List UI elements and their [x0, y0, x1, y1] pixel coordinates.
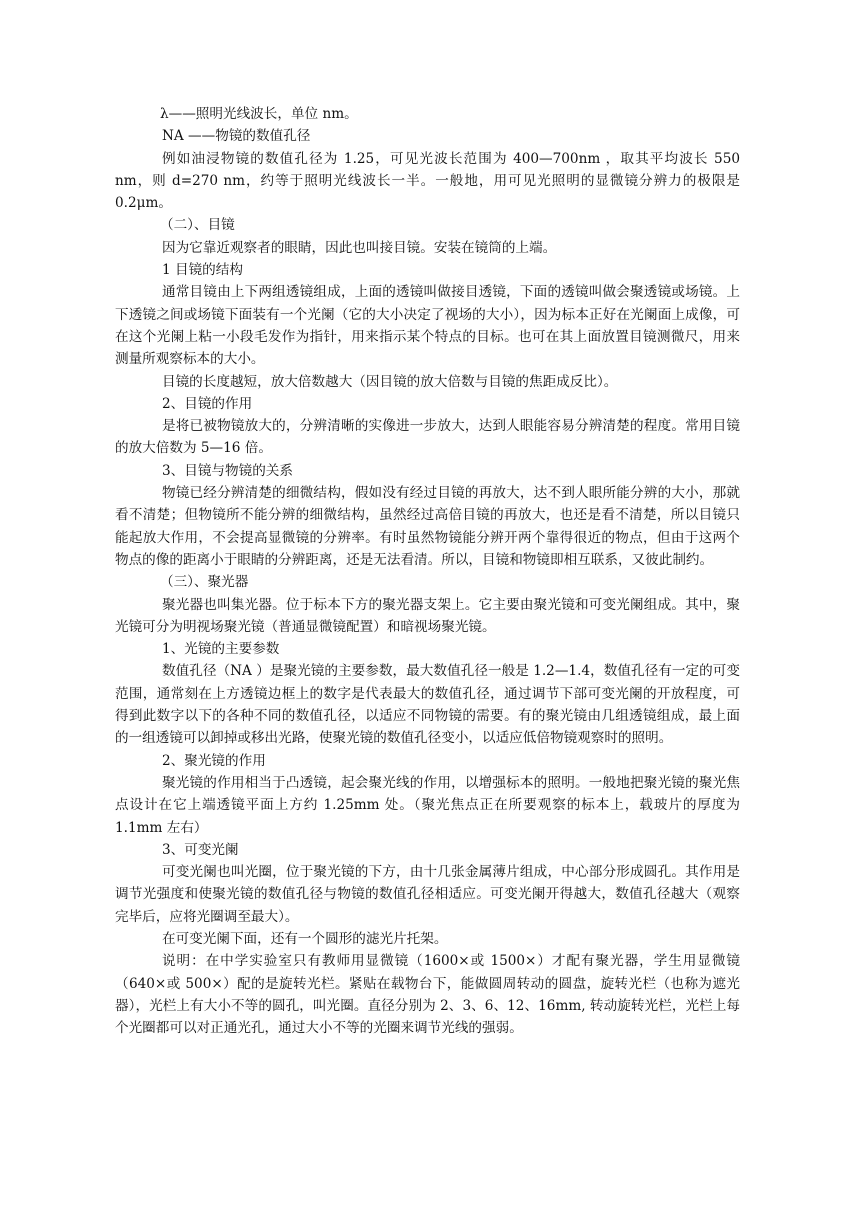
subsection-2-paragraph: 是将已被物镜放大的，分辨清晰的实像进一步放大，达到人眼能容易分辨清楚的程度。常用目镜的放大倍数为 5—16 倍。	[115, 418, 740, 457]
condenser-3-heading: 3、可变光阑	[162, 841, 239, 858]
lambda-definition: λ——照明光线波长，单位 nm。	[160, 106, 358, 122]
condenser-1-paragraph: 数值孔径（NA ）是聚光镜的主要参数，最大数值孔径一般是 1.2—1.4，数值孔径有一定的可变范围，通常刻在上方透镜边框上的数字是代表最大的数值孔径，通过调节下部可变光阑的开放程度，可得到此数字以下的各种不同的数值孔径，以适应不同物镜的需要。有的聚光镜由几组透镜组成，最上面的一组透镜可以卸掉或移出光路，使聚光镜的数值孔径变小，以适应低倍物镜观察时的照明。	[115, 663, 740, 747]
example-paragraph: 例如油浸物镜的数值孔径为 1.25，可见光波长范围为 400—700nm ，取其平均波长 550 nm，则 d=270 nm，约等于照明光线波长一半。一般地，用可见光照明的显微镜分辨力的极限是 0.2μm。	[115, 150, 740, 212]
document-page	[115, 103, 740, 1039]
condenser-2-paragraph: 聚光镜的作用相当于凸透镜，起会聚光线的作用，以增强标本的照明。一般地把聚光镜的聚光焦点设计在它上端透镜平面上方约 1.25mm 处。（聚光焦点正在所要观察的标本上，载玻片的厚度为 1.1mm 左右）	[115, 774, 740, 836]
condenser-3-paragraph-1: 可变光阑也叫光圈，位于聚光镜的下方，由十几张金属薄片组成，中心部分形成圆孔。其作用是调节光强度和使聚光镜的数值孔径与物镜的数值孔径相适应。可变光阑开得越大，数值孔径越大（观察完毕后，应将光圈调至最大）。	[115, 864, 740, 925]
subsection-1-paragraph-1: 通常目镜由上下两组透镜组成，上面的透镜叫做接目透镜，下面的透镜叫做会聚透镜或场镜。上下透镜之间或场镜下面装有一个光阑（它的大小决定了视场的大小），因为标本正好在光阑面上成像，可在这个光阑上粘一小段毛发作为指针，用来指示某个特点的目标。也可在其上面放置目镜测微尺，用来测量所观察标本的大小。	[115, 284, 740, 368]
subsection-3-heading: 3、目镜与物镜的关系	[162, 462, 293, 479]
na-definition: NA ——物镜的数值孔径	[162, 128, 311, 145]
subsection-3-paragraph: 物镜已经分辨清楚的细微结构，假如没有经过目镜的再放大，达不到人眼所能分辨的大小，那就看不清楚；但物镜所不能分辨的细微结构，虽然经过高倍目镜的再放大，也还是看不清楚，所以目镜只能起放大作用，不会提高显微镜的分辨率。有时虽然物镜能分辨开两个靠得很近的物点，但由于这两个物点的像的距离小于眼睛的分辨距离，还是无法看清。所以，目镜和物镜即相互联系，又彼此制约。	[115, 485, 740, 568]
subsection-1-paragraph-2: 目镜的长度越短，放大倍数越大（因目镜的放大倍数与目镜的焦距成反比）。	[162, 373, 618, 390]
section-3-intro: 聚光器也叫集光器。位于标本下方的聚光器支架上。它主要由聚光镜和可变光阑组成。其中，聚光镜可分为明视场聚光镜（普通显微镜配置）和暗视场聚光镜。	[115, 596, 740, 635]
condenser-3-paragraph-2: 在可变光阑下面，还有一个圆形的滤光片托架。	[162, 930, 448, 947]
condenser-1-heading: 1、光镜的主要参数	[162, 641, 280, 658]
section-2-heading: （二）、目镜	[160, 217, 235, 234]
section-2-intro: 因为它靠近观察者的眼睛，因此也叫接目镜。安装在镜筒的上端。	[162, 239, 557, 256]
subsection-1-heading: 1 目镜的结构	[162, 262, 243, 279]
condenser-2-heading: 2、聚光镜的作用	[162, 752, 266, 769]
note-paragraph: 说明：在中学实验室只有教师用显微镜（1600×或 1500×）才配有聚光器，学生用显微镜（640×或 500×）配的是旋转光栏。紧贴在载物台下，能做圆周转动的圆盘，旋转光栏（也称为遮光器），光栏上有大小不等的圆孔，叫光圈。直径分别为 2、3、6、12、16mm, 转动旋转光栏，光栏上每个光圈都可以对正通光孔，通过大小不等的光圈来调节光线的强弱。	[115, 953, 740, 1037]
subsection-2-heading: 2、目镜的作用	[162, 395, 253, 412]
section-3-heading: （三）、聚光器	[160, 574, 249, 591]
